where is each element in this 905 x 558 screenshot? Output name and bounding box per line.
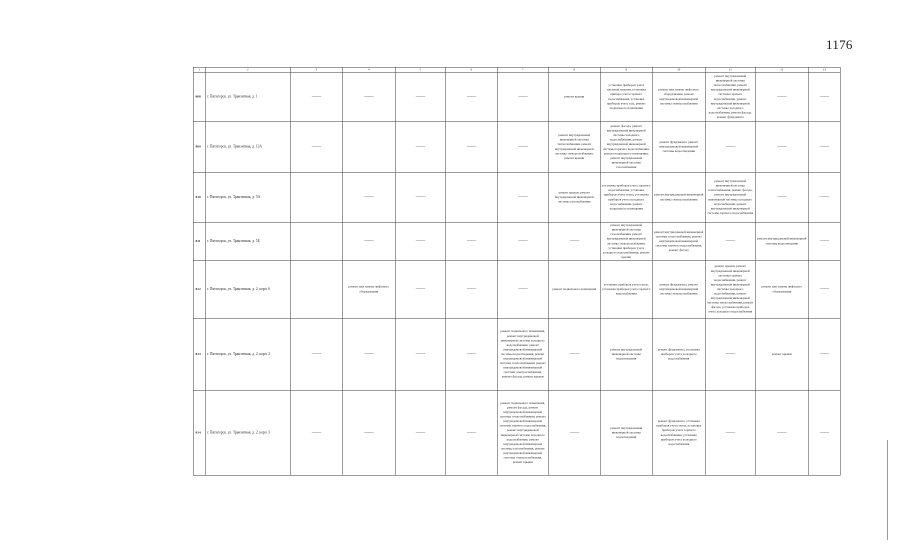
scan-edge-artifact xyxy=(887,440,888,540)
table-row xyxy=(193,172,840,222)
table-cell: установка приборов учета тепла, установка приборов учета горячего водоснабжения xyxy=(600,260,652,318)
row-number-cell: 813 xyxy=(193,318,205,390)
table-cell: ремонт внутридомовой инженерной системы газоснабжения, ремонт внутридомовой инженерной системы электроснабжения, установка приборов учета холодного водоснабжения, ремонт крыши xyxy=(600,222,652,260)
table-row xyxy=(193,390,840,475)
table-cell xyxy=(290,222,342,260)
table-cell: ремонт внутридомовой инженерной системы теплоснабжения, ремонт внутридомовой инженерной системы электроснабжения, ремонт крыши xyxy=(548,121,600,172)
empty-dash-cell: —— xyxy=(705,318,755,390)
empty-dash-cell: —— xyxy=(395,121,445,172)
table-row xyxy=(193,318,840,390)
empty-dash-cell: —— xyxy=(445,260,497,318)
table-row xyxy=(193,260,840,318)
empty-dash-cell: —— xyxy=(755,172,808,222)
column-number-header: 6 xyxy=(445,67,497,72)
table-cell: ремонт внутридомовой инженерной системы теплоснабжения, ремонт внутридомовой инженерной системы горячего водоснабжения, ремонт фасада xyxy=(652,222,705,260)
table-cell: ремонт крыши xyxy=(755,318,808,390)
empty-dash-cell: —— xyxy=(808,222,840,260)
empty-dash-cell: —— xyxy=(342,72,395,121)
empty-dash-cell: —— xyxy=(808,260,840,318)
row-number-cell: 811 xyxy=(193,222,205,260)
table-cell: ремонт крыши, ремонт внутридомовой инженерной системы горячего водоснабжения, ремонт внутридомовой инженерной системы холодного водоснабжения, ремонт внутридомовой инженерной системы теплоснабжения, ремонт фасада, установка приборов учета холодного водоснабжения xyxy=(705,260,755,318)
table-cell: ремонт крыши xyxy=(548,72,600,121)
table-cell: ремонт фундамента, ремонт внутридомовой инженерной системы водоотведения xyxy=(652,121,705,172)
empty-dash-cell: —— xyxy=(342,172,395,222)
table-cell: ремонт или замена лифтового оборудования xyxy=(342,260,395,318)
column-number-header: 2 xyxy=(205,67,290,72)
empty-dash-cell: —— xyxy=(808,72,840,121)
empty-dash-cell: —— xyxy=(548,318,600,390)
address-cell: г. Пятигорск, ул. Транзитная, д. 2, корп. 2 xyxy=(205,318,290,390)
row-number-cell: 809 xyxy=(193,121,205,172)
empty-dash-cell: —— xyxy=(497,72,548,121)
table-cell: ремонт внутридомовой инженерной системы водоотведения xyxy=(600,390,652,475)
empty-dash-cell: —— xyxy=(395,390,445,475)
empty-dash-cell: —— xyxy=(395,318,445,390)
empty-dash-cell: —— xyxy=(497,172,548,222)
column-number-header: 9 xyxy=(600,67,652,72)
table-cell: ремонт подвального помещения xyxy=(548,260,600,318)
empty-dash-cell: —— xyxy=(705,390,755,475)
empty-dash-cell: —— xyxy=(548,222,600,260)
column-number-header: 12 xyxy=(755,67,808,72)
address-cell: г. Пятигорск, ул. Транзитная, д. 5А xyxy=(205,172,290,222)
empty-dash-cell: —— xyxy=(445,390,497,475)
column-number-header: 5 xyxy=(395,67,445,72)
address-cell: г. Пятигорск, ул. Транзитная, д. 2, корп. 6 xyxy=(205,260,290,318)
column-number-header: 11 xyxy=(705,67,755,72)
document-table xyxy=(193,67,841,476)
address-cell: г. Пятигорск, ул. Транзитная, д. 13А xyxy=(205,121,290,172)
empty-dash-cell: —— xyxy=(755,390,808,475)
table-row xyxy=(193,72,840,121)
row-number-cell: 810 xyxy=(193,172,205,222)
page-number: 1176 xyxy=(826,37,853,52)
empty-dash-cell: —— xyxy=(290,121,342,172)
column-number-header: 4 xyxy=(342,67,395,72)
table-cell xyxy=(445,172,497,222)
row-number-cell: 814 xyxy=(193,390,205,475)
empty-dash-cell: —— xyxy=(808,121,840,172)
table-cell xyxy=(290,260,342,318)
table-cell: ремонт или замена лифтового оборудования, ремонт внутридомовой инженерной системы электроснабжения xyxy=(652,72,705,121)
empty-dash-cell: —— xyxy=(808,318,840,390)
empty-dash-cell: —— xyxy=(342,222,395,260)
table-cell: ремонт внутридомовой инженерной системы водоотведения xyxy=(600,318,652,390)
document-table-container xyxy=(193,67,841,476)
empty-dash-cell: —— xyxy=(395,260,445,318)
column-number-header: 7 xyxy=(497,67,548,72)
row-number-cell: 808 xyxy=(193,72,205,121)
column-number-header: 3 xyxy=(290,67,342,72)
table-cell: ремонт фундамента, установка приборов учета тепла, установка приборов учета горячего водоснабжения, установка приборов учета холодного водоснабжения xyxy=(652,390,705,475)
table-cell: ремонт или замена лифтового оборудования xyxy=(755,260,808,318)
table-cell: ремонт внутридомовой инженерной системы водоотведения xyxy=(755,222,808,260)
empty-dash-cell: —— xyxy=(290,318,342,390)
table-cell: ремонт фундамента, ремонт внутридомовой инженерной системы электроснабжения xyxy=(652,260,705,318)
table-cell: ремонт крыши, ремонт внутридомовой инженерной системы газоснабжения xyxy=(548,172,600,222)
empty-dash-cell: —— xyxy=(705,222,755,260)
table-body xyxy=(193,72,840,475)
empty-dash-cell: —— xyxy=(755,72,808,121)
column-number-header: 8 xyxy=(548,67,600,72)
empty-dash-cell: —— xyxy=(808,390,840,475)
table-cell: установка приборов учета тепловой энергии, установка прибора учета горячего водоснабжения, установка приборов учета газа, ремонт подвального помещения xyxy=(600,72,652,121)
table-cell: установка приборов учета горячего водоснабжения, установка приборов учета тепла, установка приборов учета холодного водоснабжения, ремонт подвального помещения xyxy=(600,172,652,222)
address-cell: г. Пятигорск, ул. Транзитная, д. 5Б xyxy=(205,222,290,260)
table-cell: ремонт фундамента, установка приборов учета холодного водоснабжения xyxy=(652,318,705,390)
empty-dash-cell: —— xyxy=(445,222,497,260)
empty-dash-cell: —— xyxy=(497,260,548,318)
table-row xyxy=(193,121,840,172)
table-cell xyxy=(290,172,342,222)
empty-dash-cell: —— xyxy=(808,172,840,222)
row-number-cell: 812 xyxy=(193,260,205,318)
address-cell: г. Пятигорск, ул. Транзитная, д. 2, корп. 3 xyxy=(205,390,290,475)
empty-dash-cell: —— xyxy=(755,121,808,172)
column-number-header: 10 xyxy=(652,67,705,72)
empty-dash-cell: —— xyxy=(445,121,497,172)
empty-dash-cell: —— xyxy=(705,121,755,172)
table-cell xyxy=(342,121,395,172)
address-cell: г. Пятигорск, ул. Транзитная, д. 1 xyxy=(205,72,290,121)
column-number-header: 13 xyxy=(808,67,840,72)
empty-dash-cell: —— xyxy=(342,390,395,475)
empty-dash-cell: —— xyxy=(445,318,497,390)
table-cell: ремонт внутридомовой инженерной системы теплоснабжения, ремонт фасада, ремонт внутридомовой инженерной системы холодного водоснабжения, ремонт внутридомовой инженерной системы горячего водоснабжения xyxy=(705,172,755,222)
empty-dash-cell: —— xyxy=(497,222,548,260)
column-number-header: 1 xyxy=(193,67,205,72)
table-cell: ремонт внутридомовой инженерной системы теплоснабжения, ремонт внутридомовой инженерной системы горячего водоснабжения, ремонт внутридомовой инженерной системы холодного водоснабжения, ремонт фасада, ремонт фундамента xyxy=(705,72,755,121)
empty-dash-cell: —— xyxy=(497,121,548,172)
empty-dash-cell: —— xyxy=(395,72,445,121)
empty-dash-cell: —— xyxy=(548,390,600,475)
table-row xyxy=(193,222,840,260)
table-cell: ремонт подвального помещения, ремонт внутридомовой инженерной системы холодного водоснабжения, ремонт внутридомовой инженерной системы водоотведения, ремонт внутридомовой инженерной системы теплоснабжения, ремонт внутридомовой инженерной системы электроснабжения, ремонт фасада, ремонт крыши xyxy=(497,318,548,390)
empty-dash-cell: —— xyxy=(342,318,395,390)
table-cell: ремонт внутридомовой инженерной системы электроснабжения xyxy=(652,172,705,222)
table-cell: ремонт подвального помещения, ремонт фасада, ремонт внутридомовой инженерной системы теплоснабжения, ремонт внутридомовой инженерной системы горячего водоснабжения, ремонт внутридомовой инженерной системы холодного водоснабжения, ремонт внутридомовой инженерной системы газоснабжения, ремонт внутридомовой инженерной системы электроснабжения, ремонт крыши xyxy=(497,390,548,475)
empty-dash-cell: —— xyxy=(445,72,497,121)
empty-dash-cell: —— xyxy=(395,172,445,222)
empty-dash-cell: —— xyxy=(290,390,342,475)
table-cell: ремонт фасада, ремонт внутридомовой инженерной системы холодного водоснабжения, ремонт внутридомовой инженерной системы горячего водоснабжения, ремонт подвального помещения, ремонт внутридомовой инженерной системы газоснабжения xyxy=(600,121,652,172)
empty-dash-cell: —— xyxy=(290,72,342,121)
empty-dash-cell: —— xyxy=(395,222,445,260)
